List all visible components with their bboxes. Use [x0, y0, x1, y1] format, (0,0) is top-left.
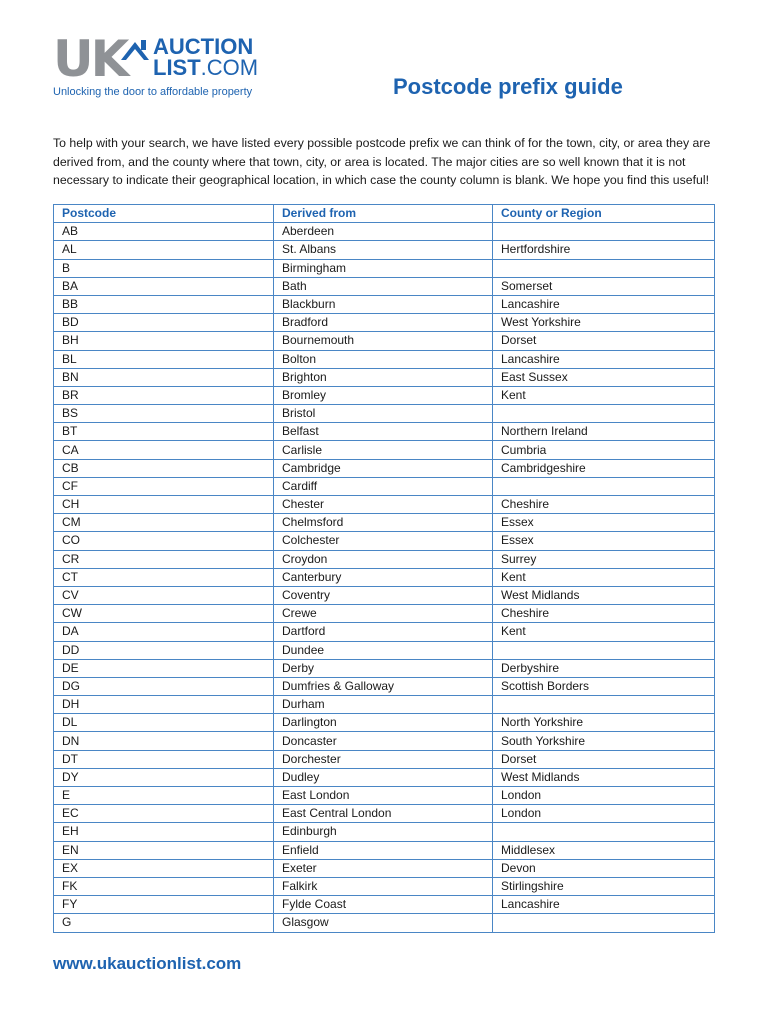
table-row	[54, 514, 715, 532]
table-row	[54, 641, 715, 659]
table-row	[54, 423, 715, 441]
cell-derived-from: Falkirk	[274, 877, 493, 895]
table-row	[54, 295, 715, 313]
cell-postcode: BL	[54, 350, 274, 368]
table-row	[54, 550, 715, 568]
cell-postcode: E	[54, 787, 274, 805]
house-roof-icon	[119, 34, 151, 74]
cell-county	[493, 477, 715, 495]
cell-postcode: CM	[54, 514, 274, 532]
cell-derived-from: Exeter	[274, 859, 493, 877]
cell-county: Middlesex	[493, 841, 715, 859]
cell-county: West Midlands	[493, 586, 715, 604]
cell-derived-from: Derby	[274, 659, 493, 677]
cell-postcode: CA	[54, 441, 274, 459]
cell-derived-from: Brighton	[274, 368, 493, 386]
cell-county: West Yorkshire	[493, 314, 715, 332]
cell-postcode: DG	[54, 677, 274, 695]
cell-county	[493, 405, 715, 423]
cell-county: Lancashire	[493, 350, 715, 368]
table-row	[54, 477, 715, 495]
cell-postcode: CH	[54, 496, 274, 514]
cell-derived-from: Doncaster	[274, 732, 493, 750]
cell-county: Dorset	[493, 332, 715, 350]
cell-postcode: BN	[54, 368, 274, 386]
postcode-table	[53, 204, 715, 933]
cell-county: Derbyshire	[493, 659, 715, 677]
cell-postcode: AB	[54, 223, 274, 241]
cell-derived-from: Darlington	[274, 714, 493, 732]
cell-postcode: BT	[54, 423, 274, 441]
cell-derived-from: St. Albans	[274, 241, 493, 259]
table-row	[54, 532, 715, 550]
cell-county: Cheshire	[493, 496, 715, 514]
cell-postcode: CV	[54, 586, 274, 604]
cell-postcode: DA	[54, 623, 274, 641]
cell-postcode: CR	[54, 550, 274, 568]
table-header-row	[54, 205, 715, 223]
header-derived-from: Derived from	[274, 205, 493, 223]
table-row	[54, 368, 715, 386]
cell-derived-from: Belfast	[274, 423, 493, 441]
cell-county: West Midlands	[493, 768, 715, 786]
table-row	[54, 332, 715, 350]
cell-postcode: AL	[54, 241, 274, 259]
table-row	[54, 223, 715, 241]
cell-derived-from: Dartford	[274, 623, 493, 641]
cell-county: Somerset	[493, 277, 715, 295]
cell-derived-from: Cardiff	[274, 477, 493, 495]
cell-derived-from: East Central London	[274, 805, 493, 823]
tagline: Unlocking the door to affordable property	[53, 86, 253, 98]
table-row	[54, 568, 715, 586]
cell-county: Kent	[493, 623, 715, 641]
table-row	[54, 459, 715, 477]
cell-derived-from: Bromley	[274, 386, 493, 404]
table-row	[54, 859, 715, 877]
header-postcode: Postcode	[54, 205, 274, 223]
cell-postcode: BB	[54, 295, 274, 313]
cell-county: Kent	[493, 568, 715, 586]
cell-derived-from: Coventry	[274, 586, 493, 604]
cell-derived-from: Glasgow	[274, 914, 493, 932]
cell-derived-from: Blackburn	[274, 295, 493, 313]
cell-county: London	[493, 787, 715, 805]
cell-postcode: BS	[54, 405, 274, 423]
cell-postcode: EN	[54, 841, 274, 859]
cell-county: Cambridgeshire	[493, 459, 715, 477]
logo-list-suffix: .COM	[200, 55, 259, 80]
cell-postcode: DY	[54, 768, 274, 786]
cell-postcode: DN	[54, 732, 274, 750]
cell-derived-from: Bath	[274, 277, 493, 295]
cell-county: Lancashire	[493, 295, 715, 313]
cell-postcode: DH	[54, 696, 274, 714]
cell-postcode: DL	[54, 714, 274, 732]
cell-postcode: FY	[54, 896, 274, 914]
cell-postcode: EC	[54, 805, 274, 823]
cell-derived-from: Carlisle	[274, 441, 493, 459]
cell-derived-from: Dorchester	[274, 750, 493, 768]
table-row	[54, 241, 715, 259]
table-row	[54, 586, 715, 604]
table-row	[54, 623, 715, 641]
cell-derived-from: Chelmsford	[274, 514, 493, 532]
table-row	[54, 496, 715, 514]
cell-county: Hertfordshire	[493, 241, 715, 259]
footer-website-link[interactable]: www.ukauctionlist.com	[53, 954, 242, 973]
table-row	[54, 696, 715, 714]
table-row	[54, 659, 715, 677]
cell-derived-from: Canterbury	[274, 568, 493, 586]
cell-county	[493, 259, 715, 277]
table-row	[54, 441, 715, 459]
cell-county: Cumbria	[493, 441, 715, 459]
table-row	[54, 787, 715, 805]
cell-derived-from: Crewe	[274, 605, 493, 623]
cell-county: Northern Ireland	[493, 423, 715, 441]
table-row	[54, 386, 715, 404]
table-row	[54, 677, 715, 695]
cell-derived-from: Dumfries & Galloway	[274, 677, 493, 695]
cell-postcode: BR	[54, 386, 274, 404]
table-row	[54, 841, 715, 859]
table-row	[54, 823, 715, 841]
cell-postcode: B	[54, 259, 274, 277]
cell-county: Cheshire	[493, 605, 715, 623]
cell-postcode: DT	[54, 750, 274, 768]
logo-uk-text: UK	[53, 30, 127, 88]
table-row	[54, 277, 715, 295]
cell-postcode: DD	[54, 641, 274, 659]
cell-county: Surrey	[493, 550, 715, 568]
cell-county: Scottish Borders	[493, 677, 715, 695]
table-row	[54, 768, 715, 786]
cell-derived-from: Fylde Coast	[274, 896, 493, 914]
cell-derived-from: Croydon	[274, 550, 493, 568]
cell-county: North Yorkshire	[493, 714, 715, 732]
header-county: County or Region	[493, 205, 715, 223]
cell-derived-from: Enfield	[274, 841, 493, 859]
table-row	[54, 750, 715, 768]
table-row	[54, 350, 715, 368]
table-row	[54, 805, 715, 823]
cell-postcode: CW	[54, 605, 274, 623]
cell-county: Lancashire	[493, 896, 715, 914]
cell-derived-from: Bolton	[274, 350, 493, 368]
cell-postcode: CF	[54, 477, 274, 495]
table-row	[54, 259, 715, 277]
table-row	[54, 405, 715, 423]
cell-postcode: EX	[54, 859, 274, 877]
cell-county: East Sussex	[493, 368, 715, 386]
cell-derived-from: Dudley	[274, 768, 493, 786]
logo-list-text	[153, 57, 258, 79]
cell-derived-from: Dundee	[274, 641, 493, 659]
cell-postcode: BH	[54, 332, 274, 350]
cell-derived-from: Chester	[274, 496, 493, 514]
cell-county	[493, 914, 715, 932]
cell-postcode: G	[54, 914, 274, 932]
logo-list-bold: LIST	[153, 55, 201, 80]
table-row	[54, 714, 715, 732]
cell-derived-from: East London	[274, 787, 493, 805]
cell-derived-from: Cambridge	[274, 459, 493, 477]
page-title: Postcode prefix guide	[393, 74, 623, 99]
cell-derived-from: Bournemouth	[274, 332, 493, 350]
cell-postcode: CT	[54, 568, 274, 586]
cell-postcode: DE	[54, 659, 274, 677]
cell-county: Stirlingshire	[493, 877, 715, 895]
table-row	[54, 914, 715, 932]
table-row	[54, 732, 715, 750]
table-row	[54, 896, 715, 914]
intro-paragraph: To help with your search, we have listed every possible postcode prefix we can think of for the town, city, or area they are derived from, and the county where that town, city, or area is located. The major cities are so well known that it is not necessary to indicate their geographical location, in which case the county column is blank. We hope you find this useful!	[53, 136, 711, 187]
cell-derived-from: Edinburgh	[274, 823, 493, 841]
cell-postcode: EH	[54, 823, 274, 841]
cell-postcode: BD	[54, 314, 274, 332]
cell-county: Essex	[493, 514, 715, 532]
cell-county: London	[493, 805, 715, 823]
cell-postcode: CB	[54, 459, 274, 477]
cell-derived-from: Bristol	[274, 405, 493, 423]
cell-derived-from: Durham	[274, 696, 493, 714]
cell-county: Essex	[493, 532, 715, 550]
cell-county	[493, 823, 715, 841]
cell-postcode: FK	[54, 877, 274, 895]
cell-county: Kent	[493, 386, 715, 404]
cell-postcode: CO	[54, 532, 274, 550]
cell-county	[493, 641, 715, 659]
cell-county: Dorset	[493, 750, 715, 768]
logo-auction-text: AUCTION	[153, 34, 254, 59]
cell-derived-from: Aberdeen	[274, 223, 493, 241]
cell-derived-from: Birmingham	[274, 259, 493, 277]
cell-postcode: BA	[54, 277, 274, 295]
cell-county: South Yorkshire	[493, 732, 715, 750]
cell-derived-from: Bradford	[274, 314, 493, 332]
cell-county	[493, 696, 715, 714]
table-row	[54, 605, 715, 623]
cell-derived-from: Colchester	[274, 532, 493, 550]
table-row	[54, 314, 715, 332]
cell-county	[493, 223, 715, 241]
table-row	[54, 877, 715, 895]
cell-county: Devon	[493, 859, 715, 877]
